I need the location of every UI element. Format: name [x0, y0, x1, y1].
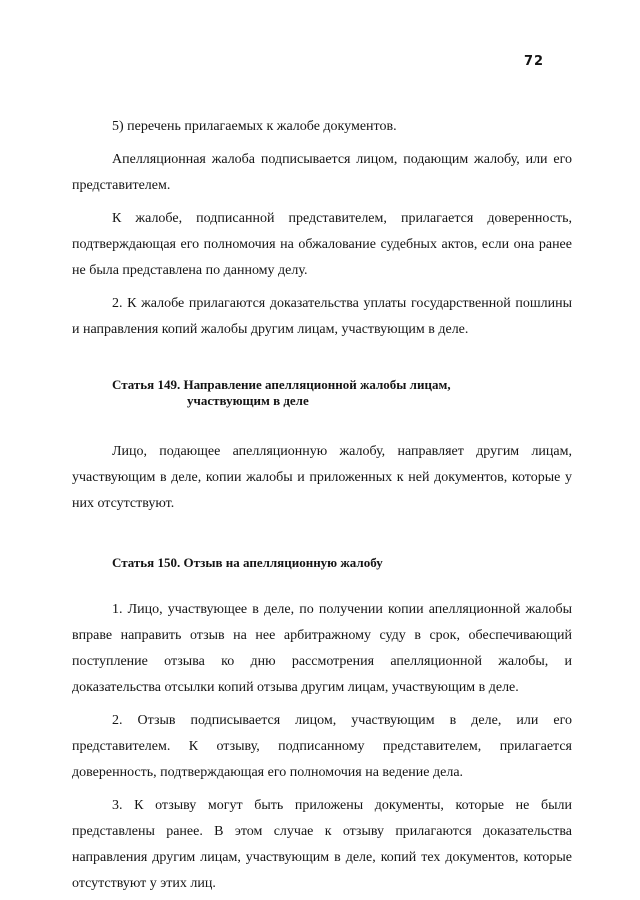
article-149-heading-line2: участвующим в деле — [187, 393, 309, 408]
article-150-paragraph-2: 2. Отзыв подписывается лицом, участвующим в деле, или его представителем. К отзыву, подписанному представителем, прилагается доверенность, подтверждающая его полномочия на ведение дела. — [72, 713, 572, 780]
article-150-heading — [72, 555, 572, 571]
article-150-heading-line1: Статья 150. Отзыв на апелляционную жалобу — [112, 555, 383, 570]
article-150-paragraph-1: 1. Лицо, участвующее в деле, по получении копии апелляционной жалобы вправе направить отзыв на нее арбитражному суду в срок, обеспечивающий поступление отзыва ко дню рассмотрения апелляционной жалобы, и доказательства отсылки копий отзыва другим лицам, участвующим в деле. — [72, 602, 572, 695]
article-149-text: Лицо, подающее апелляционную жалобу, направляет другим лицам, участвующим в деле, копии жалобы и приложенных к ней документов, которые у них отсутствуют. — [72, 444, 572, 511]
article-149-heading-line1: Статья 149. Направление апелляционной жалобы лицам, — [112, 377, 451, 392]
article-150-paragraph-3: 3. К отзыву могут быть приложены документы, которые не были представлены ранее. В этом случае к отзыву прилагаются доказательства направления другим лицам, участвующим в деле, копий тех документов, которые отсутствуют у этих лиц. — [72, 798, 572, 891]
paragraph-signature: Апелляционная жалоба подписывается лицом, подающим жалобу, или его представителем. — [72, 152, 572, 193]
paragraph-power-of-attorney: К жалобе, подписанной представителем, прилагается доверенность, подтверждающая его полномочия на обжалование судебных актов, если она ранее не была представлена по данному делу. — [72, 211, 572, 278]
page-number: 72 — [524, 54, 545, 69]
article-149-heading — [72, 377, 572, 409]
paragraph-fee-evidence: 2. К жалобе прилагаются доказательства уплаты государственной пошлины и направления копий жалобы другим лицам, участвующим в деле. — [72, 296, 572, 337]
paragraph-list-item-5: 5) перечень прилагаемых к жалобе документов. — [112, 119, 397, 134]
document-body — [72, 114, 572, 897]
